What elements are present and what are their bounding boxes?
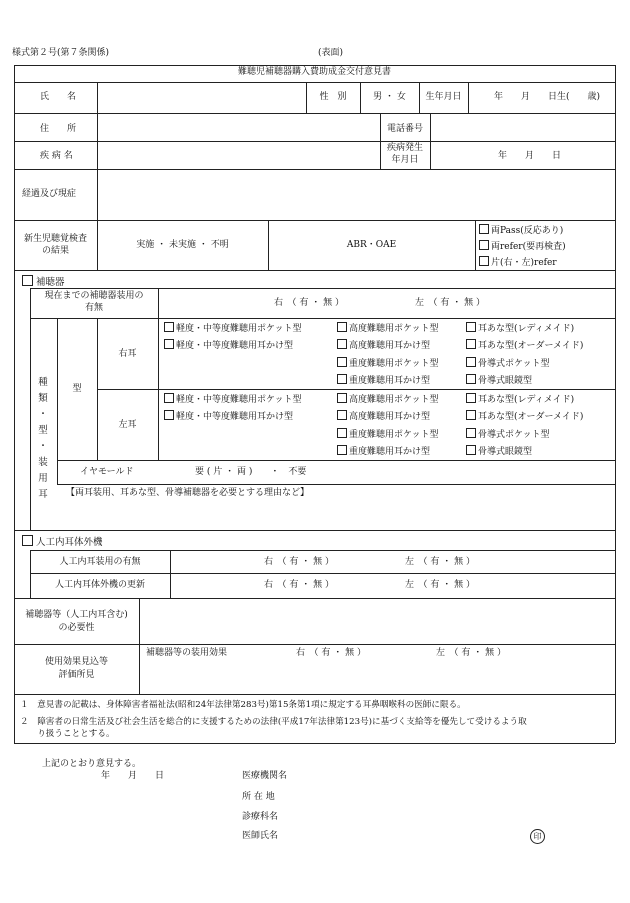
right-mild-pocket[interactable]: 軽度・中等度難聴用ポケット型 [164,322,302,335]
dob-label: 生年月日 [425,92,462,102]
cochlear-renew-left[interactable]: 左 （ 有 ・ 無 ） [405,580,475,590]
newborn-result-one-side[interactable]: 片(右・左)refer [479,256,557,269]
left-profound-bte[interactable]: 重度難聴用耳かけ型 [337,445,430,458]
left-severe-pocket[interactable]: 高度難聴用ポケット型 [337,393,439,406]
left-ear-label: 左耳 [118,420,137,430]
right-ite-custom[interactable]: 耳あな型(オーダーメイド) [466,339,583,352]
newborn-result-refer[interactable]: 両refer(要再検査) [479,240,566,253]
address-field[interactable] [98,114,379,140]
onset-value[interactable]: 年 月 日 [498,151,562,161]
name-field[interactable] [98,83,305,112]
newborn-label: 新生児聴覚検査 [23,234,87,244]
current-usage-label: 現在までの補聴器装用の [44,291,144,301]
left-profound-pocket[interactable]: 重度難聴用ポケット型 [337,428,439,441]
disease-field[interactable] [98,142,379,168]
form-number: 様式第２号(第７条関係) [12,48,110,58]
sex-options[interactable]: 男 ・ 女 [373,92,406,102]
left-ite-custom[interactable]: 耳あな型(オーダーメイド) [466,410,583,423]
statement: 上記のとおり意見する。 [42,759,142,769]
checkbox[interactable] [22,535,33,546]
necessity-field[interactable] [140,599,614,643]
current-left[interactable]: 左 （ 有 ・ 無 ） [415,298,485,308]
left-severe-bte[interactable]: 高度難聴用耳かけ型 [337,410,430,423]
department-label: 診療科名 [242,812,279,822]
current-usage-label-2: 有無 [84,303,103,313]
onset-label: 疾病発生 [386,143,423,153]
address-label: 住 所 [40,124,77,134]
form-side: (表面) [318,48,344,58]
cochlear-renew-right[interactable]: 右 （ 有 ・ 無 ） [264,580,334,590]
phone-field[interactable] [431,114,614,140]
effect-right[interactable]: 右 （ 有 ・ 無 ） [296,648,366,658]
onset-label-2: 年月日 [391,155,419,165]
history-field[interactable] [98,170,614,219]
necessity-label-2: の必要性 [58,623,95,633]
name-label: 氏 名 [40,92,77,102]
effect-label: 使用効果見込等 [44,657,108,667]
note-1: １ 意見書の記載は、身体障害者福祉法(昭和24年法律第283号)第15条第1項に規定する耳鼻咽喉科の医師に限る。 [20,700,466,710]
cochlear-renew-label: 人工内耳体外機の更新 [54,580,145,590]
newborn-done-options[interactable]: 実施 ・ 未実施 ・ 不明 [136,240,229,250]
effect-left[interactable]: 左 （ 有 ・ 無 ） [436,648,506,658]
right-bone-glasses[interactable]: 骨導式眼鏡型 [466,374,532,387]
history-label: 経過及び現症 [22,189,77,199]
left-mild-bte[interactable]: 軽度・中等度難聴用耳かけ型 [164,410,293,423]
doctor-label: 医師氏名 [242,831,279,841]
right-severe-pocket[interactable]: 高度難聴用ポケット型 [337,322,439,335]
cochlear-usage-left[interactable]: 左 （ 有 ・ 無 ） [405,557,475,567]
current-right[interactable]: 右 （ 有 ・ 無 ） [274,298,344,308]
hearing-aid-section[interactable]: 補聴器 [22,275,65,289]
disease-label: 疾 病 名 [40,151,73,161]
note-2-cont: り扱うこととする。 [20,729,115,739]
earmold-label: イヤモールド [80,467,134,477]
right-profound-bte[interactable]: 重度難聴用耳かけ型 [337,374,430,387]
right-severe-bte[interactable]: 高度難聴用耳かけ型 [337,339,430,352]
newborn-result-pass[interactable]: 両Pass(反応あり) [479,224,563,237]
sex-label: 性 別 [319,92,347,102]
right-bone-pocket[interactable]: 骨導式ポケット型 [466,357,550,370]
reason-field[interactable] [58,500,614,529]
location-label: 所 在 地 [242,792,275,802]
right-ear-label: 右耳 [118,349,137,359]
seal-mark: 印 [530,829,545,844]
type-label: 型 [72,384,82,394]
phone-label: 電話番号 [386,124,423,134]
earmold-options[interactable]: 要 ( 片 ・ 両 ) ・ 不要 [195,467,307,477]
institution-label: 医療機関名 [242,771,288,781]
dob-value[interactable]: 年 月 日生( 歳) [494,92,601,102]
left-bone-glasses[interactable]: 骨導式眼鏡型 [466,445,532,458]
newborn-label-2: の結果 [41,246,69,256]
effect-sublabel: 補聴器等の装用効果 [146,648,228,658]
reason-label: 【両耳装用、耳あな型、骨導補聴器を必要とする理由など】 [66,488,310,498]
cochlear-section[interactable]: 人工内耳体外機 [22,535,103,549]
checkbox[interactable] [479,240,489,250]
right-ite-ready[interactable]: 耳あな型(レディメイド) [466,322,574,335]
sign-date[interactable]: 年 月 日 [101,771,165,781]
right-profound-pocket[interactable]: 重度難聴用ポケット型 [337,357,439,370]
checkbox[interactable] [22,275,33,286]
form-title: 難聴児補聴器購入費助成金交付意見書 [237,67,391,77]
checkbox[interactable] [479,256,489,266]
newborn-method: ABR・OAE [346,240,397,250]
left-ite-ready[interactable]: 耳あな型(レディメイド) [466,393,574,406]
type-vertical-label: 種 類 ・ 型 ・ 装 用 耳 [38,377,48,500]
left-bone-pocket[interactable]: 骨導式ポケット型 [466,428,550,441]
necessity-label: 補聴器等（人工内耳含む) [25,610,128,620]
note-2: ２ 障害者の日常生活及び社会生活を総合的に支援するための法律(平成17年法律第123号)に基づく支給等を優先して受けるよう取 [20,717,527,727]
right-mild-bte[interactable]: 軽度・中等度難聴用耳かけ型 [164,339,293,352]
cochlear-usage-label: 人工内耳装用の有無 [59,557,141,567]
checkbox[interactable] [479,224,489,234]
cochlear-usage-right[interactable]: 右 （ 有 ・ 無 ） [264,557,334,567]
left-mild-pocket[interactable]: 軽度・中等度難聴用ポケット型 [164,393,302,406]
effect-label-2: 評価所見 [58,670,95,680]
